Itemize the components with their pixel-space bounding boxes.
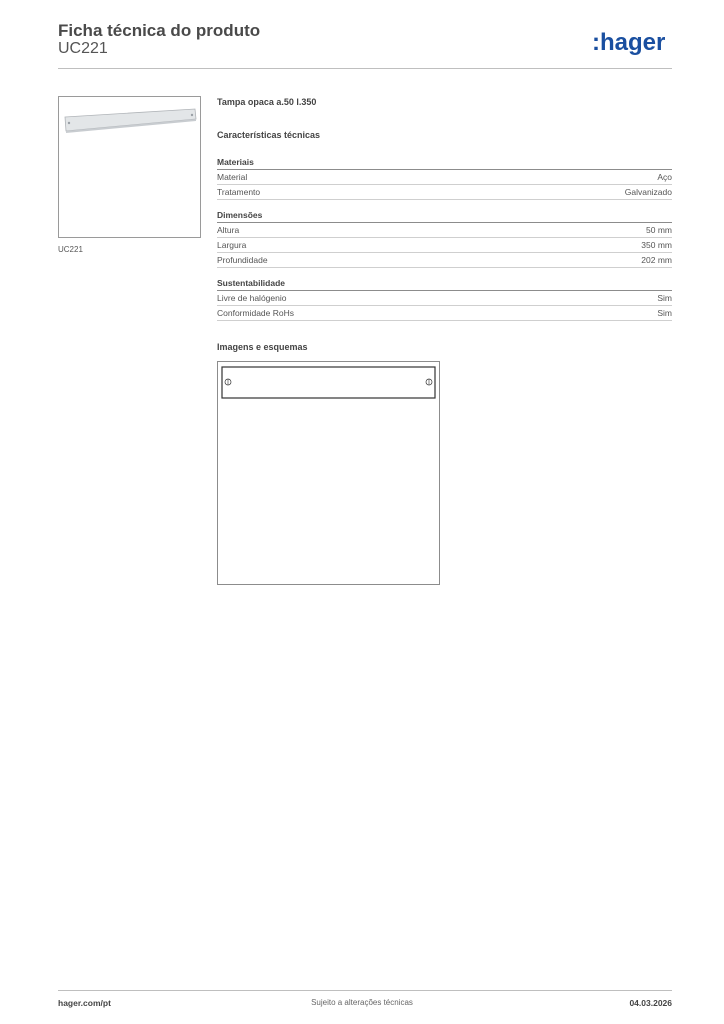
header-divider [58, 68, 672, 69]
spec-value: Aço [657, 172, 672, 182]
spec-value: 350 mm [641, 240, 672, 250]
spec-row [217, 306, 672, 321]
spec-label: Largura [217, 240, 247, 250]
page-title: Ficha técnica do produto [58, 21, 261, 40]
hager-logo-svg [592, 28, 672, 58]
spec-value: 50 mm [646, 225, 672, 235]
group-heading: Materiais [217, 155, 672, 170]
spec-value: 202 mm [641, 255, 672, 265]
front-view-drawing [218, 362, 439, 584]
product-code: UC221 [58, 40, 108, 57]
footer-divider [58, 990, 672, 991]
product-name: Tampa opaca a.50 l.350 [217, 97, 317, 107]
spec-label: Tratamento [217, 187, 261, 197]
footer-website-link[interactable]: hager.com/pt [58, 998, 111, 1008]
spec-label: Livre de halógenio [217, 293, 287, 303]
spec-row [217, 170, 672, 185]
spec-value: Galvanizado [624, 187, 672, 197]
group-heading: Sustentabilidade [217, 276, 672, 291]
group-sustainability [217, 276, 672, 321]
spec-row [217, 253, 672, 268]
group-dimensions [217, 208, 672, 268]
characteristics-heading: Características técnicas [217, 130, 321, 140]
spec-label: Conformidade RoHs [217, 308, 295, 318]
hager-logo-text: :hager [592, 29, 666, 56]
footer-date: 04.03.2026 [629, 998, 672, 1008]
spec-label: Profundidade [217, 255, 268, 265]
spec-row [217, 238, 672, 253]
spec-row [217, 185, 672, 200]
spec-value: Sim [657, 308, 672, 318]
cover-plate-illustration [59, 97, 200, 237]
spec-label: Altura [217, 225, 240, 235]
group-heading: Dimensões [217, 208, 672, 223]
group-materials [217, 155, 672, 200]
images-heading: Imagens e esquemas [217, 342, 308, 352]
spec-row [217, 223, 672, 238]
spec-label: Material [217, 172, 248, 182]
dimension-drawing [217, 361, 440, 585]
spec-value: Sim [657, 293, 672, 303]
thumbnail-caption: UC221 [58, 245, 83, 254]
footer-disclaimer: Sujeito a alterações técnicas [311, 998, 413, 1007]
spec-row [217, 291, 672, 306]
hager-logo[interactable] [592, 28, 672, 58]
product-image [58, 96, 201, 238]
